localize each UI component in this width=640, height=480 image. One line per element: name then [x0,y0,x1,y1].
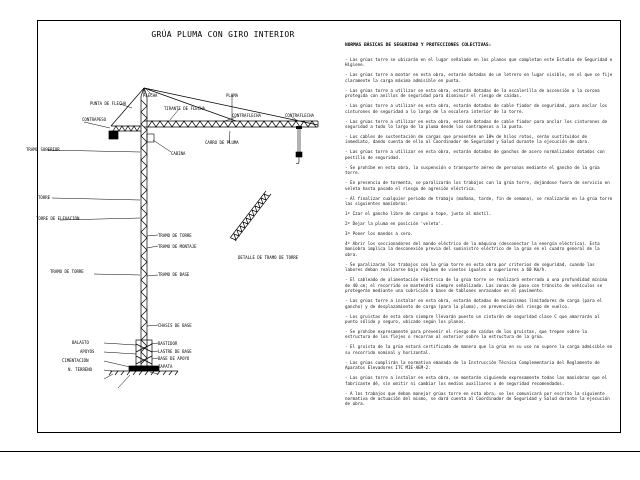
label-tramo-superior: TRAMO SUPERIOR [26,147,60,152]
label-bastidor: BASTIDOR [158,341,178,346]
label-apoyos: APOYOS [80,349,95,354]
label-tramo-de-torre: TRAMO DE TORRE [158,233,192,238]
label-flecha: FLECHA [143,93,158,98]
safety-note: - Las grúas torre a utilizar en esta obra, estarán dotadas de ganchos de acero normalizados dotados con pestillo de seguridad. [345,149,605,160]
tower-mast [141,96,147,366]
safety-note: - Las grúas torre a utilizar en esta obra, estarán dotadas de cable fiador para anclar los cinturones de seguridad a todo lo largo de la pluma desde los contrapesos a la punta. [345,118,608,130]
tower-section-detail [230,191,271,241]
label-torre: TORRE [38,195,51,200]
safety-note: - Se paralizarán los trabajos con la grúa torre en esta obra por criterios de seguridad, cuando las labores deban realizarse bajo régimen de vientos iguales o superiores a 60 Km/h. [345,261,595,273]
label-punta-de-flecha: PUNTA DE FLECHA [90,101,127,106]
label-balasto: BALASTO [72,340,89,345]
drawing-title: GRÚA PLUMA CON GIRO INTERIOR [151,30,295,39]
safety-note: - Las grúas torre se ubicarán en el lugar señalado en los planos que completan este Estudio de Seguridad e Higiene. [345,57,613,68]
label-base-de-apoyo: BASE DE APOYO [158,356,190,361]
safety-note: - Los gruistas de esta obra siempre llevarán puesto un cinturón de seguridad clase C que amarrarán al punto sólido y seguro, ubicado según los planos. [345,313,600,324]
safety-notes-heading: NORMAS BÁSICAS DE SEGURIDAD Y PROTECCIONES COLECTIVAS: [345,43,492,48]
trolley-block [296,126,302,129]
label-contrapeso: CONTRAPESO [82,117,107,122]
label-tramo-de-montaje: TRAMO DE MONTAJE [158,244,197,249]
label-zapata: ZAPATA [158,364,173,369]
safety-note: 4º Abrir los seccionadores del mando eléctrico de la máquina (desconectar la energía eléctrica). Esta maniobra implica la desconexión previa del suministro eléctrico de la grúa en el cuadro general de la obra. [345,241,600,257]
label-chasis-de-base: CHASIS DE BASE [158,323,192,328]
label-pluma: PLUMA [226,93,239,98]
label-detalle-tramo-de-torre: DETALLE DE TRAMO DE TORRE [238,255,299,260]
safety-note: - A los trabajos que deban manejar grúas torre en esta obra, se les comunicará por escrito la siguiente normativa de actuación del mismo, se dará cuenta al Coordinador de Seguridad y Salud durante la ejecución de obra. [345,390,610,407]
cabin-shape [147,134,154,142]
crane-labels [26,93,314,372]
safety-note: 1º Izar el gancho libre de cargas a tope, junto al mástil. [345,211,492,217]
safety-note: - El cableado de alimentación eléctrica de la grúa torre se realizará enterrado a una profundidad mínima de 40 cm; el recorrido se mantendrá siempre señalizado. Las zonas de paso con tránsito de vehículos se protegerán mediante una cubrición a base de tablones enrasados en el pavimento. [345,277,608,294]
safety-note: - Los cables de sustentación de cargas que presenten un 10% de hilos rotos, serán sustituidos de inmediato, dando cuenta de ello al Coordinador de Seguridad y Salud durante la ejecución de obra. [345,134,590,145]
label-contraflecha-a: CONTRAFLECHA [232,113,261,118]
label-contraflecha-b: CONTRAFLECHA [285,113,314,118]
safety-note: - El gruista de la grúa estará certificado de manera que la grúa en su uso no supere la carga admisible en su recorrido nominal y horizontal. [345,344,613,355]
label-tramo-de-torre-b: TRAMO DE TORRE [50,269,84,274]
label-tirante-de-flecha: TIRANTE DE FLECHA [164,106,205,111]
safety-note: 2º Dejar la pluma en posición 'veleta'. [345,221,444,227]
label-cabina: CABINA [171,151,186,156]
safety-note: - En presencia de tormenta, se paralizarán los trabajos con la grúa torre, dejándose fuera de servicio en veleta hasta pasado el riesgo de agresión eléctrica. [345,180,610,191]
label-nivel-terreno: N. TERRENO [68,367,93,372]
hook-assembly [296,127,302,164]
safety-note: - Las grúas torre a utilizar en esta obra, estarán dotadas de la escalerilla de ascensión a la corona protegida con anillos de seguridad para disminuir el riesgo de caídas. [345,87,600,99]
safety-note: - Se prohíbe en esta obra, la suspensión o transporte aéreo de personas mediante el gancho de la grúa torre. [345,164,600,176]
safety-note: - Al finalizar cualquier periodo de trabajo (mañana, tarde, fin de semana), se realizarán en la grúa torre las siguientes maniobras: [345,195,613,207]
safety-note: 3º Poner los mandos a cero. [345,231,414,237]
label-carro-de-pluma: CARRO DE PLUMA [205,140,239,145]
label-lastre-de-base: LASTRE DE BASE [158,349,192,354]
label-torre-de-elevacion: TORRE DE ELEVACIÓN [36,216,80,221]
jib-truss [144,121,318,127]
safety-note: - Las grúas torre a instalar en esta obra, se montarán siguiendo expresamente todas las maniobras que el fabricante dé, sin omitir ni cambiar los medios auxiliares o de seguridad recomendados. [345,375,608,386]
safety-note: - Se prohíbe expresamente para prevenir el riesgo de caídas de los gruistas, que trepen sobre la estructura de los flejes o recorran al exterior sobre la estructura de la grúa. [345,328,588,340]
label-cimentacion: CIMENTACIÓN [62,358,89,363]
safety-note: - Las grúas torre a instalar en esta obra, estarán dotadas de mecanismos limitadores de carga (para el gancho) y de desplazamiento de carga (para la pluma), en prevención del riesgo de vuelco. [345,298,603,309]
counter-jib [109,126,141,139]
label-tramo-de-base: TRAMO DE BASE [158,272,190,277]
safety-notes-list [345,57,613,411]
safety-note: - Las grúas cumplirán la normativa emanada de la Instrucción Técnica Complementaria del Reglamento de Aparatos Elevadores ITC MIE-AEM-2. [345,359,600,371]
safety-note: - Las grúas torre a montar en esta obra, estarán dotadas de un letrero en lugar visible, en el que se fije claramente la carga máxima admisible en punta. [345,72,613,83]
safety-note: - Las grúas torre a utilizar en esta obra, estarán dotadas de cable fiador de seguridad, para anclar los cinturones de seguridad a lo largo de la escalera interior de la torre. [345,103,608,114]
